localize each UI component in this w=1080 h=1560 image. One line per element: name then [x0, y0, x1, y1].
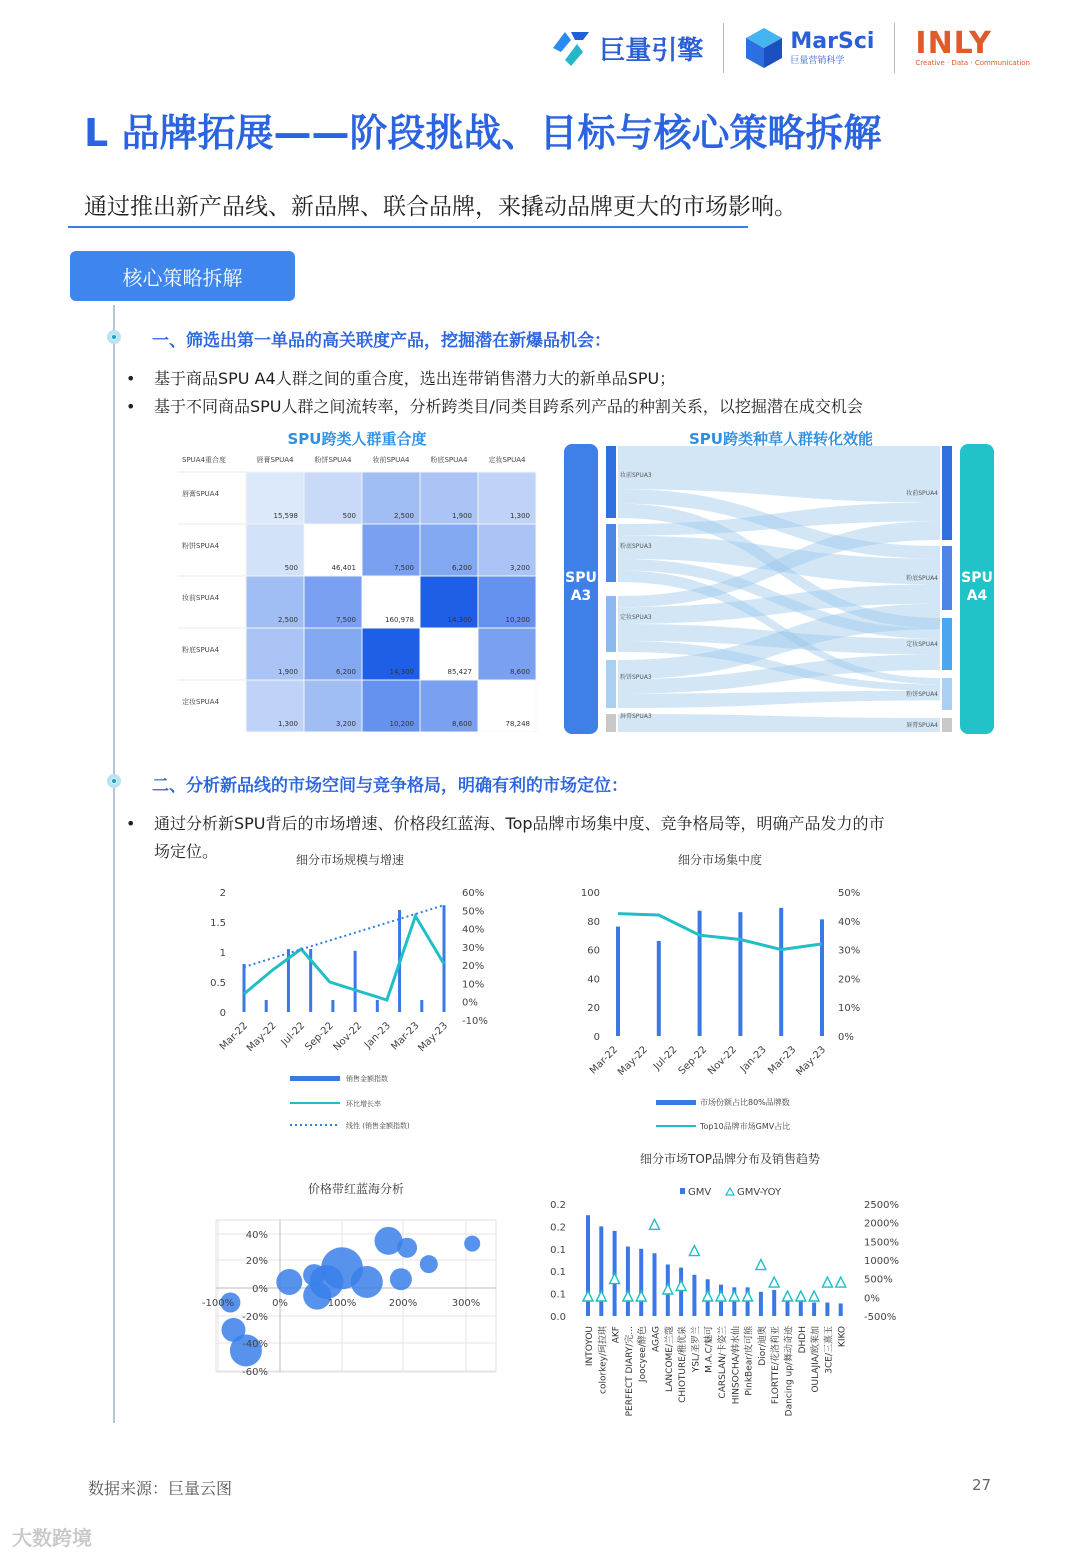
y-tick-label: 0.1 — [550, 1267, 566, 1279]
y2-tick-label: 50% — [462, 906, 485, 918]
x-tick-label: Mar-22 — [587, 1044, 621, 1077]
heatmap-cell-value: 7,500 — [393, 564, 414, 572]
y2-tick-label: 30% — [838, 945, 861, 957]
section1-bullet: • 基于不同商品SPU人群之间流转率，分析跨类目/同类目跨系列产品的种割关系，以挖掘潜在成交机会 — [126, 397, 863, 416]
page-number: 27 — [972, 1476, 992, 1494]
yoy-marker — [729, 1291, 739, 1301]
bubble — [276, 1269, 302, 1295]
sankey-right-label: A4 — [966, 588, 988, 604]
y-tick-label: 1 — [219, 948, 226, 959]
bar — [626, 1247, 630, 1316]
y2-tick-label: 2000% — [864, 1218, 899, 1230]
yoy-marker — [836, 1277, 846, 1287]
gmv-share-line — [618, 914, 822, 950]
heatmap-cell-value: 3,200 — [509, 564, 530, 572]
heatmap-cell-value: 3,200 — [335, 720, 356, 728]
y-tick-label: 20 — [587, 1003, 600, 1015]
y-tick-label: 0 — [219, 1008, 226, 1019]
sankey-right-node — [942, 446, 952, 540]
sankey-right-node — [942, 678, 952, 710]
top-brand-chart — [540, 1178, 910, 1440]
logo-divider — [894, 23, 895, 73]
x-tick-label: INTOYOU — [585, 1326, 595, 1367]
sankey-right-node — [942, 718, 952, 732]
legend-label: Top10品牌市场GMV占比 — [700, 1122, 791, 1131]
x-tick-label: Jan-23 — [362, 1020, 393, 1051]
bar — [265, 1000, 268, 1012]
heatmap-col-label: 定妆SPUA4 — [488, 456, 526, 464]
legend-label: GMV — [688, 1187, 712, 1198]
sankey-left-node-label: 粉饼SPUA3 — [620, 674, 652, 681]
section1-heading: 一、筛选出第一单品的高关联度产品，挖掘潜在新爆品机会： — [152, 331, 611, 351]
section2-bullet: • 通过分析新SPU背后的市场增速、价格段红蓝海、Top品牌市场集中度、竞争格局等，明确产品发力的市 — [126, 814, 885, 833]
heatmap-cell-value: 14,300 — [389, 668, 414, 676]
marsci-logo-sub: 巨量营销科学 — [790, 55, 845, 66]
y-tick-label: -20% — [242, 1312, 268, 1323]
yoy-marker — [650, 1219, 660, 1229]
yoy-marker — [796, 1291, 806, 1301]
heatmap-cell-value: 1,300 — [509, 512, 530, 520]
heatmap-cell-value: 160,978 — [385, 616, 414, 624]
x-tick-label: PinkBear/皮可熊 — [744, 1326, 755, 1396]
x-tick-label: 300% — [451, 1298, 481, 1309]
heatmap-cell-value: 7,500 — [335, 616, 356, 624]
heatmap-cell-value: 10,200 — [505, 616, 530, 624]
heatmap-title: SPU跨类人群重合度 — [287, 430, 427, 448]
inly-logo — [915, 26, 1030, 67]
bar — [376, 1000, 379, 1012]
sankey-title: SPU跨类种草人群转化效能 — [689, 430, 873, 448]
bar — [243, 964, 246, 1012]
x-tick-label: Mar-23 — [389, 1020, 422, 1053]
market-concentration-title: 细分市场集中度 — [677, 853, 762, 867]
yoy-marker — [689, 1246, 699, 1256]
heatmap-cell-value: 15,598 — [273, 512, 298, 520]
logo-divider — [723, 23, 724, 73]
section2-dot — [107, 774, 121, 788]
sankey-left-node — [606, 660, 616, 708]
sankey-flow — [618, 714, 940, 732]
marsci-logo — [744, 26, 874, 70]
legend-label: 市场份额占比80%品牌数 — [700, 1098, 790, 1107]
bar — [639, 1249, 643, 1316]
bar — [779, 908, 783, 1036]
y-tick-label: -60% — [242, 1367, 268, 1378]
y2-tick-label: 20% — [838, 974, 861, 986]
heatmap-cell-value: 1,900 — [451, 512, 472, 520]
logo-row — [549, 18, 1030, 78]
bubble — [351, 1266, 383, 1298]
sankey-chart — [562, 442, 998, 738]
x-tick-label: YSL/圣罗兰 — [691, 1326, 702, 1373]
marsci-logo-text: MarSci — [790, 28, 875, 54]
x-tick-label: May-22 — [616, 1044, 650, 1079]
heatmap-col-label: 粉饼SPUA4 — [314, 456, 352, 464]
y2-tick-label: 1500% — [864, 1237, 899, 1249]
x-tick-label: colorkey/珂拉琪 — [598, 1326, 609, 1394]
x-tick-label: CHIOTURE/稚优泉 — [678, 1326, 689, 1403]
watermark: 大数跨境 — [12, 1526, 92, 1550]
x-tick-label: May-23 — [794, 1044, 829, 1079]
x-tick-label: Sep-22 — [676, 1044, 710, 1078]
heatmap-cell-value: 6,200 — [451, 564, 472, 572]
x-tick-label: LANCOME/兰蔻 — [664, 1326, 675, 1392]
sankey-right-label: SPU — [961, 570, 993, 586]
heatmap-row-label: 妆前SPUA4 — [182, 594, 220, 602]
x-tick-label: Joocyee/酵色 — [638, 1326, 649, 1383]
yoy-marker — [716, 1291, 726, 1301]
bar — [698, 911, 702, 1036]
x-tick-label: 3CE/三熹玉 — [824, 1326, 835, 1374]
x-tick-label: Mar-22 — [217, 1020, 251, 1053]
y2-tick-label: 50% — [838, 888, 861, 899]
legend-bar-swatch — [290, 1076, 340, 1081]
y-tick-label: -40% — [242, 1339, 268, 1350]
bar — [443, 905, 446, 1012]
yoy-marker — [676, 1281, 686, 1291]
y-tick-label: 0.2 — [550, 1200, 566, 1211]
yoy-marker — [636, 1291, 646, 1301]
x-tick-label: DHDH — [797, 1326, 808, 1354]
x-tick-label: Jul-22 — [279, 1020, 308, 1049]
sankey-right-node-label: 定妆SPUA4 — [906, 641, 938, 648]
x-tick-label: HINSOCHA/韩水仙 — [731, 1326, 742, 1405]
y2-tick-label: 40% — [838, 916, 861, 928]
bar — [354, 951, 357, 1012]
y2-tick-label: 60% — [462, 888, 485, 899]
yoy-marker — [822, 1277, 832, 1287]
bar — [599, 1226, 603, 1316]
y2-tick-label: -10% — [462, 1016, 488, 1027]
yoy-marker — [703, 1291, 713, 1301]
y-tick-label: 40 — [587, 974, 600, 986]
sankey-right-node-label: 妆前SPUA4 — [906, 490, 938, 497]
bar — [692, 1275, 696, 1316]
bar — [820, 919, 824, 1036]
legend-label: 环比增长率 — [346, 1100, 381, 1108]
x-tick-label: May-22 — [244, 1020, 279, 1055]
heatmap-cell-value: 14,300 — [447, 616, 472, 624]
sankey-flow — [618, 691, 940, 708]
legend-bar-swatch — [656, 1100, 696, 1105]
bubble — [397, 1238, 417, 1258]
sankey-left-node-label: 妆前SPUA3 — [620, 472, 652, 479]
y2-tick-label: 0% — [864, 1293, 880, 1305]
heatmap-cell-value: 8,600 — [509, 668, 530, 676]
juliang-logo-text: 巨量引擎 — [599, 35, 704, 66]
x-tick-label: Mar-23 — [766, 1044, 799, 1077]
section1-bullet: • 基于商品SPU A4人群之间的重合度，选出连带销售潜力大的新单品SPU； — [126, 369, 676, 388]
marsci-cube-icon — [744, 26, 784, 70]
sankey-left-node — [606, 714, 616, 732]
strategy-tag: 核心策略拆解 — [70, 251, 295, 301]
sankey-right-node-label: 唇膏SPUA4 — [906, 722, 938, 729]
sankey-left-label: SPU — [565, 570, 597, 586]
bar — [420, 1000, 423, 1012]
y2-tick-label: 0% — [838, 1032, 854, 1043]
heatmap-cell-value: 1,900 — [277, 668, 298, 676]
yoy-marker — [809, 1291, 819, 1301]
heatmap-cell-value: 10,200 — [389, 720, 414, 728]
yoy-marker — [769, 1277, 779, 1287]
sankey-right-node-label: 粉饼SPUA4 — [906, 691, 938, 698]
subtitle-underline — [68, 226, 748, 228]
y-tick-label: 20% — [245, 1256, 268, 1267]
bar — [759, 1292, 763, 1316]
yoy-marker — [783, 1291, 793, 1301]
price-band-title: 价格带红蓝海分析 — [307, 1182, 404, 1196]
top-brand-title: 细分市场TOP品牌分布及销售趋势 — [639, 1152, 820, 1166]
heatmap-col-label: 妆前SPUA4 — [372, 456, 410, 464]
bar — [825, 1303, 829, 1316]
inly-logo-text: INLY — [915, 26, 992, 61]
y2-tick-label: 10% — [462, 979, 485, 991]
x-tick-label: Nov-22 — [706, 1044, 739, 1078]
heatmap-col-label: 粉底SPUA4 — [430, 456, 468, 464]
bar — [331, 1000, 334, 1012]
heatmap-cell-value: 78,248 — [505, 720, 530, 728]
market-concentration-chart — [560, 876, 880, 1141]
y2-tick-label: 40% — [462, 924, 485, 936]
y-tick-label: 80 — [587, 916, 600, 928]
heatmap-corner-label: SPUA4重合度 — [182, 456, 227, 464]
x-tick-label: Dior/迪奥 — [757, 1326, 768, 1366]
y2-tick-label: 30% — [462, 942, 485, 954]
legend-label: 销售金额指数 — [346, 1075, 388, 1083]
bar — [616, 927, 620, 1036]
price-band-chart — [196, 1200, 500, 1380]
y-tick-label: 0.1 — [550, 1289, 566, 1301]
y2-tick-label: 2500% — [864, 1200, 899, 1211]
x-tick-label: AGAG — [651, 1326, 662, 1352]
heatmap-chart — [178, 446, 538, 732]
x-tick-label: M.A.C/魅可 — [704, 1326, 715, 1373]
legend-label: 线性 (销售金额指数) — [346, 1122, 410, 1130]
x-tick-label: Sep-22 — [303, 1020, 336, 1054]
sankey-right-node — [942, 546, 952, 610]
heatmap-cell-value: 2,500 — [277, 616, 298, 624]
legend-marker-swatch — [726, 1188, 734, 1195]
y-tick-label: 1.5 — [210, 918, 226, 929]
x-tick-label: FLORTTE/花洛莉亚 — [771, 1326, 782, 1405]
bar — [799, 1301, 803, 1316]
market-size-chart — [190, 876, 510, 1141]
x-tick-label: CARSLAN/卡姿兰 — [718, 1326, 728, 1399]
x-tick-label: PERFECT DIARY/完... — [624, 1326, 635, 1417]
heatmap-cell-value: 46,401 — [331, 564, 356, 572]
x-tick-label: Nov-22 — [331, 1020, 365, 1054]
yoy-marker — [743, 1291, 753, 1301]
x-tick-label: May-23 — [416, 1020, 451, 1055]
y2-tick-label: 500% — [864, 1274, 893, 1286]
y-tick-label: 0 — [593, 1032, 600, 1043]
heatmap-row-label: 定妆SPUA4 — [182, 698, 220, 706]
inly-logo-sub: Creative · Data · Communication — [915, 59, 1030, 67]
page-subtitle: 通过推出新产品线、新品牌、联合品牌，来撬动品牌更大的市场影响。 — [84, 194, 797, 220]
y-tick-label: 60 — [587, 945, 600, 957]
bubble — [420, 1255, 438, 1273]
sankey-left-node-label: 唇膏SPUA3 — [620, 713, 652, 720]
market-size-title: 细分市场规模与增速 — [295, 853, 404, 867]
sankey-right-node-label: 粉底SPUA4 — [906, 575, 938, 582]
y2-tick-label: 20% — [462, 961, 485, 973]
bullet-text: 通过分析新SPU背后的市场增速、价格段红蓝海、Top品牌市场集中度、竞争格局等，明确产品发力的市 — [154, 814, 885, 833]
data-source: 数据来源：巨量云图 — [88, 1479, 233, 1498]
heatmap-row-label: 唇膏SPUA4 — [182, 490, 220, 498]
bar — [839, 1303, 843, 1316]
x-tick-label: 200% — [388, 1298, 418, 1309]
x-tick-label: 0% — [272, 1298, 288, 1309]
bar — [812, 1303, 816, 1316]
bullet-text: 基于商品SPU A4人群之间的重合度，选出连带销售潜力大的新单品SPU； — [154, 369, 676, 388]
x-tick-label: Jul-22 — [651, 1044, 680, 1073]
y-tick-label: 0.5 — [210, 978, 226, 989]
juliang-mark-icon — [549, 28, 593, 68]
y-tick-label: 2 — [219, 888, 226, 899]
yoy-marker — [663, 1284, 673, 1294]
yoy-marker — [623, 1291, 633, 1301]
x-tick-label: AKF — [611, 1326, 622, 1344]
timeline-line — [113, 305, 115, 1423]
heatmap-cell-value: 85,427 — [447, 668, 472, 676]
yoy-marker — [610, 1274, 620, 1284]
heatmap-row-label: 粉底SPUA4 — [182, 646, 220, 654]
heatmap-cell-value: 500 — [284, 564, 298, 572]
sankey-left-node — [606, 524, 616, 582]
y-tick-label: 0.1 — [550, 1244, 566, 1256]
yoy-marker — [756, 1260, 766, 1270]
heatmap-cell-value: 8,600 — [451, 720, 472, 728]
yoy-marker — [583, 1291, 593, 1301]
sankey-left-node — [606, 446, 616, 518]
bar — [653, 1253, 657, 1316]
x-tick-label: OULAJIA/欧莱加 — [811, 1326, 822, 1393]
yoy-marker — [596, 1291, 606, 1301]
bar — [679, 1268, 683, 1316]
sankey-right-node — [942, 618, 952, 670]
bubble — [390, 1268, 412, 1290]
y2-tick-label: 0% — [462, 997, 478, 1009]
section2-heading: 二、分析新品线的市场空间与竞争格局，明确有利的市场定位： — [152, 776, 628, 796]
heatmap-cell-value: 500 — [342, 512, 356, 520]
heatmap-cell-value: 1,300 — [277, 720, 298, 728]
y2-tick-label: -500% — [864, 1312, 897, 1323]
juliang-logo — [549, 28, 703, 68]
y2-tick-label: 1000% — [864, 1256, 899, 1267]
heatmap-cell-value: 2,500 — [393, 512, 414, 520]
x-tick-label: Jan-23 — [738, 1044, 769, 1075]
bar — [738, 912, 742, 1036]
heatmap-col-label: 唇膏SPUA4 — [256, 456, 294, 464]
y2-tick-label: 10% — [838, 1003, 861, 1015]
page-title: L 品牌拓展——阶段挑战、目标与核心策略拆解 — [84, 111, 882, 155]
bar — [657, 941, 661, 1036]
y-tick-label: 0% — [252, 1284, 268, 1295]
section2-bullet-cont: 场定位。 — [154, 842, 219, 861]
sankey-left-label: A3 — [570, 588, 592, 604]
y-tick-label: 100 — [580, 888, 600, 899]
bullet-text: 基于不同商品SPU人群之间流转率，分析跨类目/同类目跨系列产品的种割关系，以挖掘潜在成交机会 — [154, 397, 863, 416]
y-tick-label: 0.0 — [550, 1312, 566, 1323]
x-tick-label: -100% — [201, 1298, 235, 1309]
x-tick-label: Dancing up/舞动奇迹 — [784, 1326, 795, 1417]
x-tick-label: 100% — [327, 1298, 357, 1309]
bar — [772, 1290, 776, 1316]
sankey-left-node-label: 粉底SPUA3 — [620, 543, 652, 550]
bubble — [464, 1236, 480, 1252]
trend-line — [244, 905, 444, 967]
x-tick-label: KIKO — [837, 1326, 848, 1348]
legend-label: GMV-YOY — [737, 1187, 782, 1198]
legend-bar-swatch — [680, 1188, 685, 1194]
sankey-left-node-label: 定妆SPUA3 — [620, 614, 652, 621]
y-tick-label: 40% — [245, 1230, 268, 1241]
heatmap-cell-value: 6,200 — [335, 668, 356, 676]
heatmap-row-label: 粉饼SPUA4 — [182, 542, 220, 550]
section1-dot — [107, 330, 121, 344]
y-tick-label: 0.2 — [550, 1222, 566, 1234]
sankey-left-node — [606, 596, 616, 652]
